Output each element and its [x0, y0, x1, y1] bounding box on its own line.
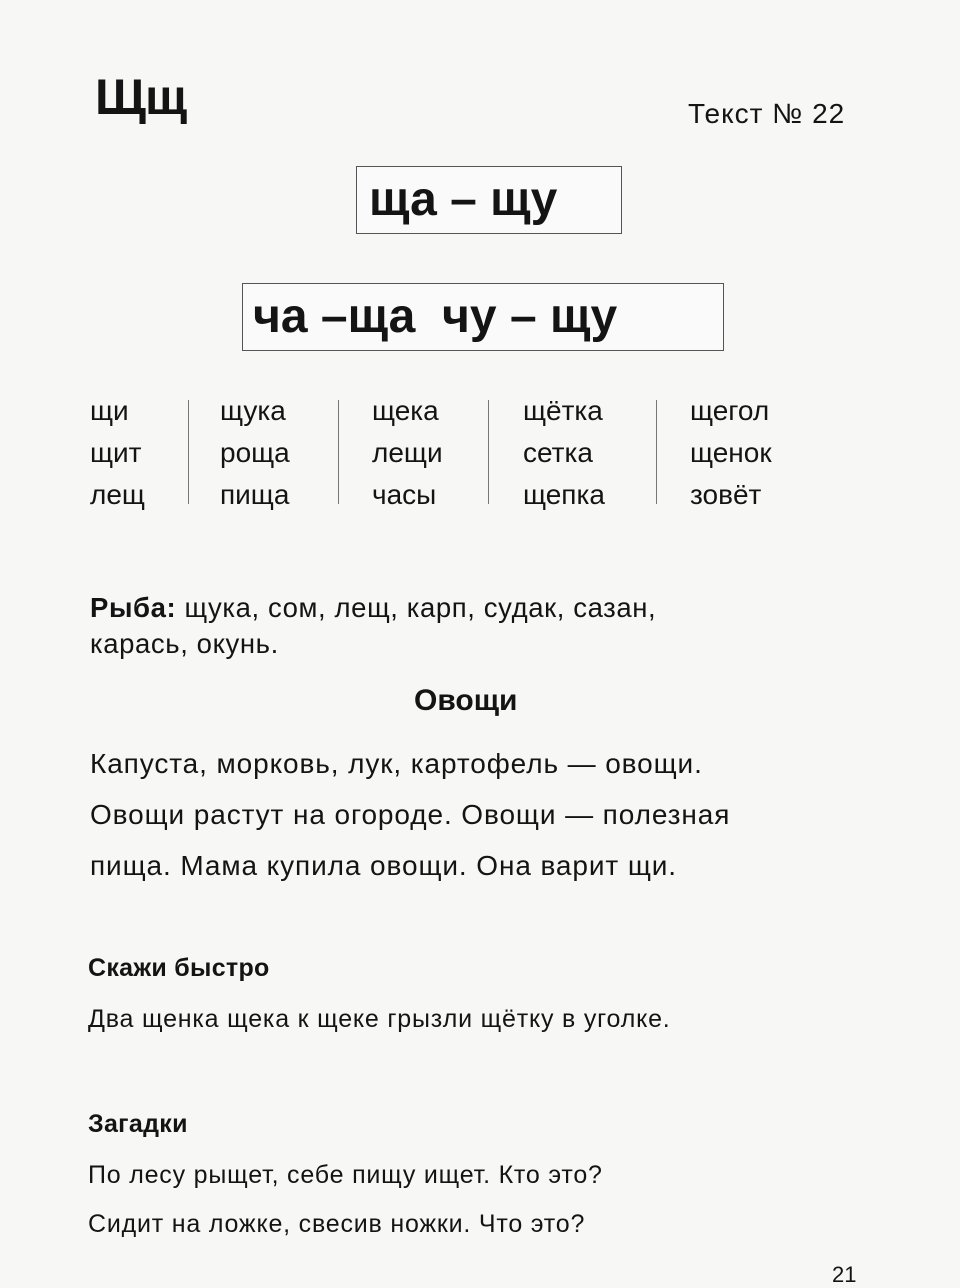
fish-list-continued: карась, окунь.: [90, 628, 279, 659]
tongue-twister-title: Скажи быстро: [88, 954, 270, 982]
word-column-3: [372, 390, 443, 516]
riddles-title: Загадки: [88, 1110, 188, 1138]
word-column-5: [690, 390, 772, 516]
page-number: 21: [832, 1262, 857, 1287]
word-column-1: [90, 390, 145, 516]
vegetables-text: [90, 738, 730, 891]
fish-paragraph: [90, 590, 656, 662]
word: лещ: [90, 479, 145, 510]
fish-list: щука, сом, лещ, карп, судак, сазан,: [176, 592, 657, 623]
syllable-box-1: ща – щу: [356, 166, 622, 234]
word-column-2: [220, 390, 290, 516]
column-divider: [188, 400, 189, 504]
word: часы: [372, 479, 437, 510]
word: щенок: [690, 437, 772, 468]
word: щётка: [523, 395, 603, 426]
column-divider: [656, 400, 657, 504]
text-number-label: Текст № 22: [688, 98, 846, 129]
word: щегол: [690, 395, 770, 426]
tongue-twister-text: Два щенка щека к щеке грызли щётку в уголке.: [88, 1005, 671, 1033]
text-line: Овощи растут на огороде. Овощи — полезная: [90, 799, 731, 830]
text-line: Капуста, морковь, лук, картофель — овощи.: [90, 748, 703, 779]
word: сетка: [523, 437, 593, 468]
word: щит: [90, 437, 142, 468]
text-line: пища. Мама купила овощи. Она варит щи.: [90, 850, 677, 881]
big-letter-heading: Щщ: [95, 69, 187, 125]
riddle-line: Сидит на ложке, свесив ножки. Что это?: [88, 1210, 586, 1238]
vegetables-title: Овощи: [414, 684, 518, 717]
fish-label: Рыба:: [90, 592, 177, 623]
word: щука: [220, 395, 286, 426]
word: пища: [220, 479, 290, 510]
column-divider: [338, 400, 339, 504]
word: щепка: [523, 479, 605, 510]
word: лещи: [372, 437, 443, 468]
column-divider: [488, 400, 489, 504]
word: зовёт: [690, 479, 762, 510]
word: щека: [372, 395, 439, 426]
riddle-line: По лесу рыщет, себе пищу ищет. Кто это?: [88, 1161, 603, 1189]
word-column-4: [523, 390, 605, 516]
word: роща: [220, 437, 290, 468]
word: щи: [90, 395, 129, 426]
syllable-box-2: ча –ща чу – щу: [242, 283, 724, 351]
